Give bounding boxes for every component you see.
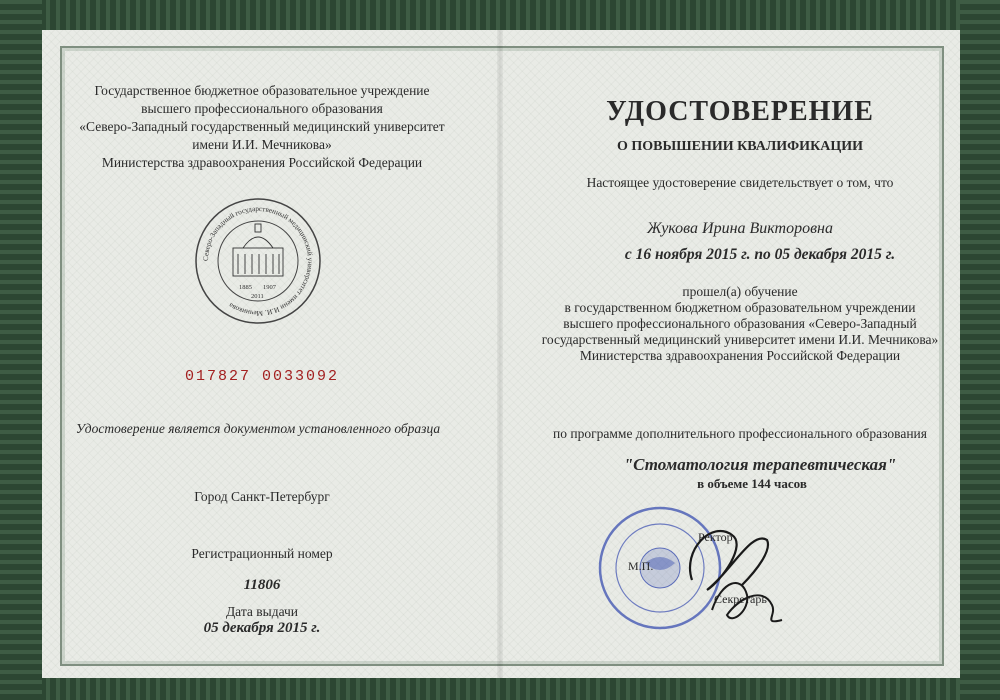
secretary-label: Секретарь: [714, 592, 767, 606]
seal-year-right: 1907: [263, 284, 276, 291]
institution-line: высшего профессионального образования: [141, 101, 383, 116]
svg-text:Северо-Западный государственны: [202, 205, 314, 317]
registration-number: 11806: [243, 577, 281, 593]
training-period: с 16 ноября 2015 г. по 05 декабря 2015 г.: [624, 246, 896, 263]
seal-year-bottom: 2011: [251, 293, 264, 300]
institution-name: [79, 82, 444, 172]
program-intro: по программе дополнительного профессионального образования: [553, 426, 927, 441]
certifies-statement: Настоящее удостоверение свидетельствует о том, что: [586, 175, 894, 190]
page-title: УДОСТОВЕРЕНИЕ: [606, 96, 874, 127]
completion-line: высшего профессионального образования «Северо-Западный: [563, 316, 917, 331]
completion-line: Министерства здравоохранения Российской Федерации: [579, 348, 901, 363]
stamp-place-label: М.П.: [628, 559, 654, 573]
serial-number: 017827 0033092: [184, 368, 340, 385]
institution-line: «Северо-Западный государственный медицинский университет: [79, 119, 445, 134]
completion-statement: [542, 284, 939, 364]
institution-line: имени И.И. Мечникова»: [192, 137, 332, 152]
course-name: "Стоматология терапевтическая": [623, 455, 897, 474]
completion-line: в государственном бюджетном образовательном учреждении: [564, 300, 916, 315]
guilloche-border-right: [960, 0, 1000, 700]
issue-date: 05 декабря 2015 г.: [203, 620, 321, 636]
official-document-note: Удостоверение является документом установленного образца: [75, 421, 441, 436]
institution-line: Государственное бюджетное образовательное учреждение: [94, 83, 430, 98]
city: Город Санкт-Петербург: [194, 489, 330, 504]
recipient-name: Жукова Ирина Викторовна: [647, 220, 833, 237]
university-seal-icon: [193, 196, 323, 326]
secretary-signature-icon: [702, 560, 792, 640]
guilloche-border-top: [0, 0, 1000, 30]
guilloche-border-left: [0, 0, 42, 700]
center-fold: [497, 30, 503, 678]
completion-line: прошел(а) обучение: [682, 284, 798, 299]
issue-date-label: Дата выдачи: [225, 604, 299, 619]
guilloche-border-bottom: [0, 678, 1000, 700]
rector-label: Ректор: [698, 530, 733, 544]
completion-line: государственный медицинский университет имени И.И. Мечникова»: [541, 332, 939, 347]
page-subtitle: О ПОВЫШЕНИИ КВАЛИФИКАЦИИ: [616, 139, 864, 154]
seal-year-left: 1885: [239, 284, 252, 291]
institution-line: Министерства здравоохранения Российской Федерации: [101, 155, 423, 170]
registration-label: Регистрационный номер: [191, 546, 333, 561]
seal-ring-text: Северо-Западный государственный медицинский университет имени И.И. Мечникова: [201, 204, 315, 318]
course-hours: в объеме 144 часов: [697, 476, 807, 491]
